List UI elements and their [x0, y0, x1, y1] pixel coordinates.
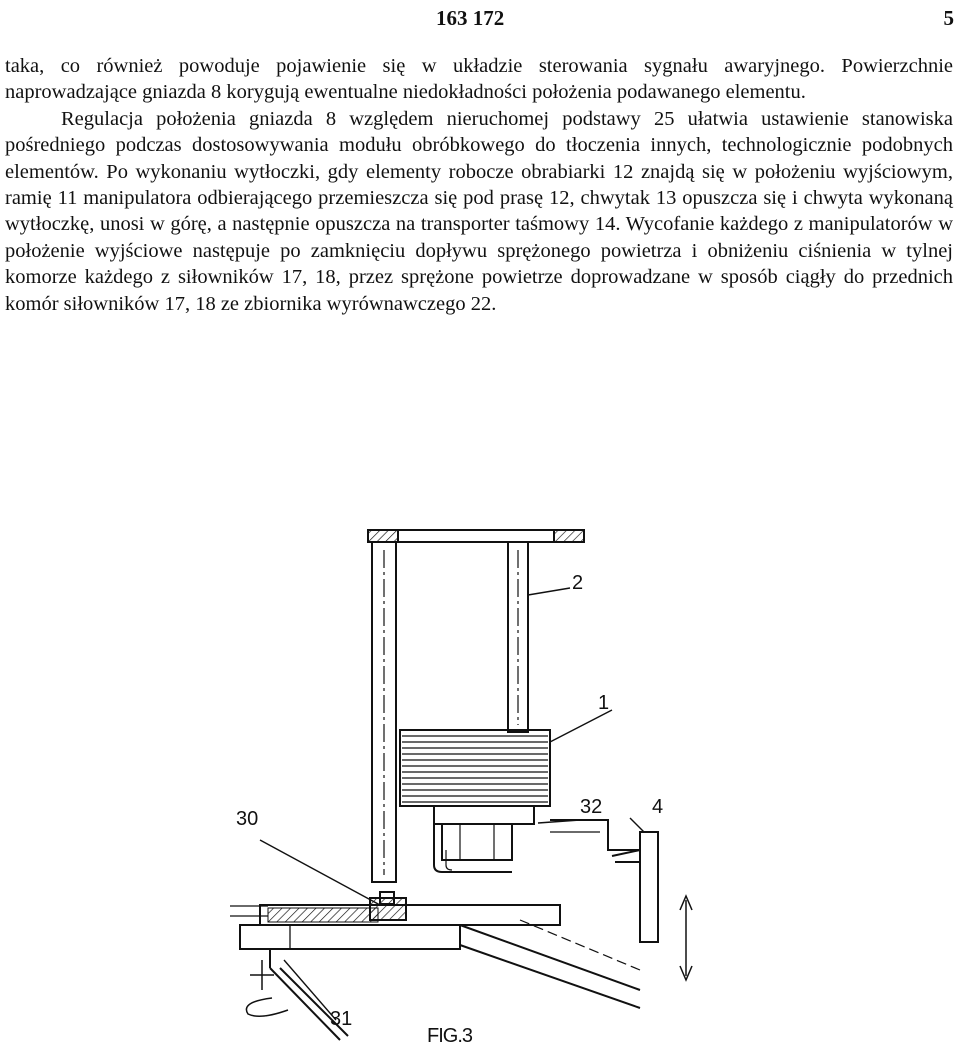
label-1: 1 [598, 692, 610, 714]
label-4: 4 [652, 796, 664, 818]
arm-32 [550, 820, 640, 850]
label-31: 31 [330, 1008, 353, 1030]
paragraph: taka, co również powoduje pojawienie się w układzie sterowania sygnału awaryjnego. Powierzchnie naprowadzające gniazda 8 korygują ewentualne niedokładności położenia podawanego elementu. [5, 55, 953, 104]
bracket-4 [640, 832, 658, 942]
top-plate [368, 530, 584, 542]
page-header [0, 4, 960, 34]
label-2: 2 [572, 572, 584, 594]
base-plate-hatch [268, 908, 378, 922]
label-32: 32 [580, 796, 603, 818]
drawing-svg [220, 520, 940, 1064]
label-30: 30 [236, 808, 259, 830]
top-plate-hatch-left [368, 530, 398, 542]
punch-holder [442, 824, 512, 860]
page-number: 5 [943, 6, 954, 30]
top-plate-hatch-right [554, 530, 584, 542]
paragraph: Regulacja położenia gniazda 8 względem nieruchomej podstawy 25 ułatwia ustawienie stanowiska pośredniego podczas dostosowywania modułu obróbkowego do tłoczenia innych, technologicznie podobnych elementów. Po wykonaniu wytłoczki, gdy elementy robocze obrabiarki 12 znajdą się w położeniu wyjściowym, ramię 11 manipulatora odbierającego przemieszcza się pod prasę 12, chwytak 13 opuszcza się i chwyta wykonaną wytłoczkę, unosi w górę, a następnie opuszcza na transporter taśmowy 14. Wycofanie każdego z manipulatorów w położenie wyjściowe następuje po zamknięciu dopływu sprężonego powietrza i obniżeniu ciśnienia w tylnej komorze każdego z siłowników 17, 18, przez sprężone powietrze doprowadzane w sposób ciągły do przednich komór siłowników 17, 18 ze zbiornika wyrównawczego 22. [5, 107, 953, 315]
technical-drawing [220, 520, 940, 1064]
body-text [5, 53, 953, 317]
figure-caption: FIG.3 [427, 1025, 473, 1047]
patent-number: 163 172 [436, 6, 505, 30]
lower-body [434, 806, 534, 824]
die-insert [370, 898, 406, 920]
diagonal-support [460, 925, 640, 990]
lower-plate [240, 925, 460, 949]
